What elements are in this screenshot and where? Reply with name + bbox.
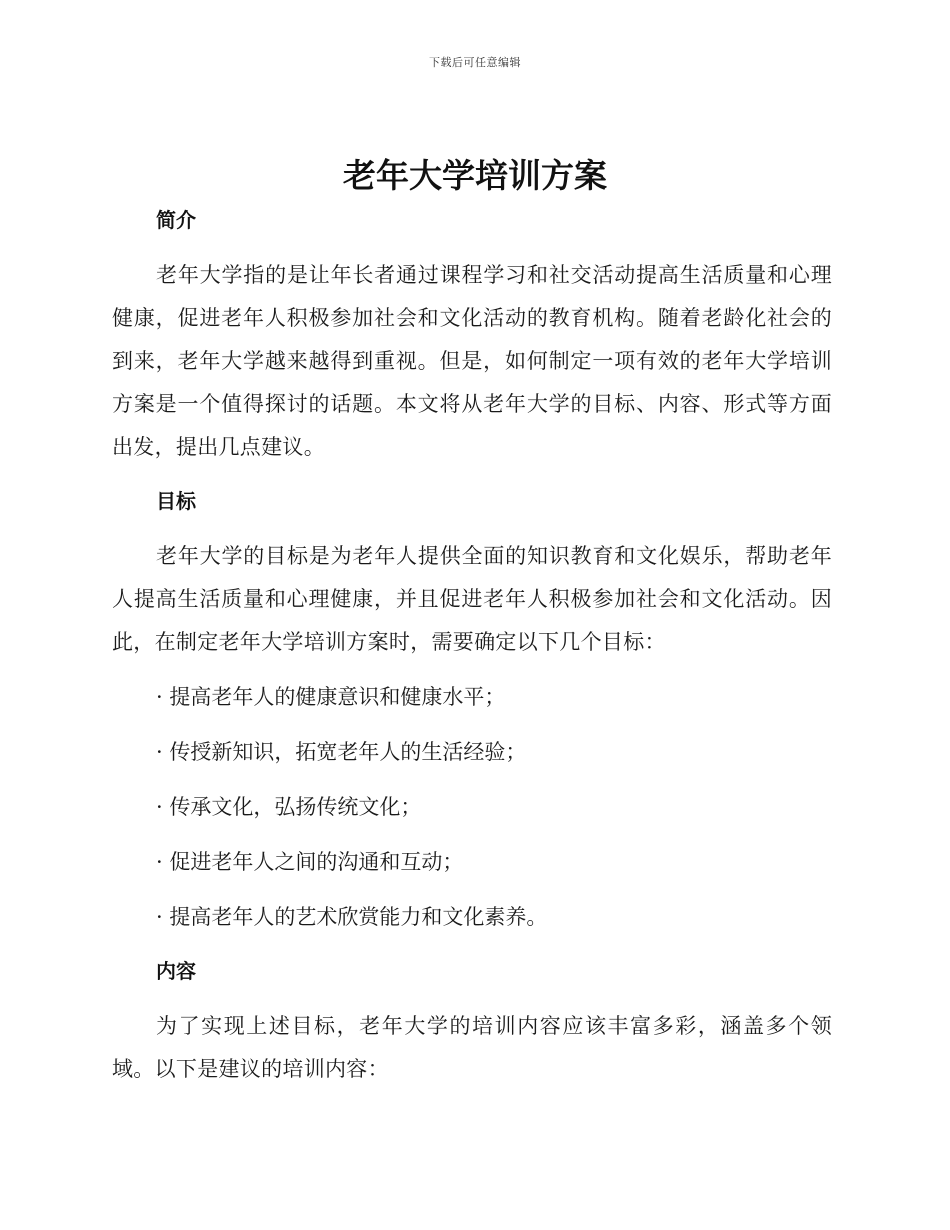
section-heading-content: 内容 <box>156 959 196 983</box>
document-body <box>112 200 832 1091</box>
goals-paragraph: 老年大学的目标是为老年人提供全面的知识教育和文化娱乐，帮助老年人提高生活质量和心理健康，并且促进老年人积极参加社会和文化活动。因此，在制定老年大学培训方案时，需要确定以下几个目标： <box>112 544 832 654</box>
goal-bullet-item: · 促进老年人之间的沟通和互动； <box>156 850 464 874</box>
goal-bullet-item: · 传授新知识，拓宽老年人的生活经验； <box>156 740 527 764</box>
section-heading-goals: 目标 <box>156 489 196 513</box>
goal-bullet-item: · 提高老年人的艺术欣赏能力和文化素养。 <box>156 905 548 929</box>
content-paragraph: 为了实现上述目标，老年大学的培训内容应该丰富多彩，涵盖多个领域。以下是建议的培训内容： <box>112 1014 832 1081</box>
goal-bullet-item: · 提高老年人的健康意识和健康水平； <box>156 685 506 709</box>
intro-paragraph: 老年大学指的是让年长者通过课程学习和社交活动提高生活质量和心理健康，促进老年人积极参加社会和文化活动的教育机构。随着老龄化社会的到来，老年大学越来越得到重视。但是，如何制定一项有效的老年大学培训方案是一个值得探讨的话题。本文将从老年大学的目标、内容、形式等方面出发，提出几点建议。 <box>112 263 832 459</box>
document-title: 老年大学培训方案 <box>343 156 607 195</box>
page-header-note: 下载后可任意编辑 <box>429 56 521 69</box>
section-heading-intro: 简介 <box>156 208 196 232</box>
goal-bullet-item: · 传承文化，弘扬传统文化； <box>156 795 422 819</box>
